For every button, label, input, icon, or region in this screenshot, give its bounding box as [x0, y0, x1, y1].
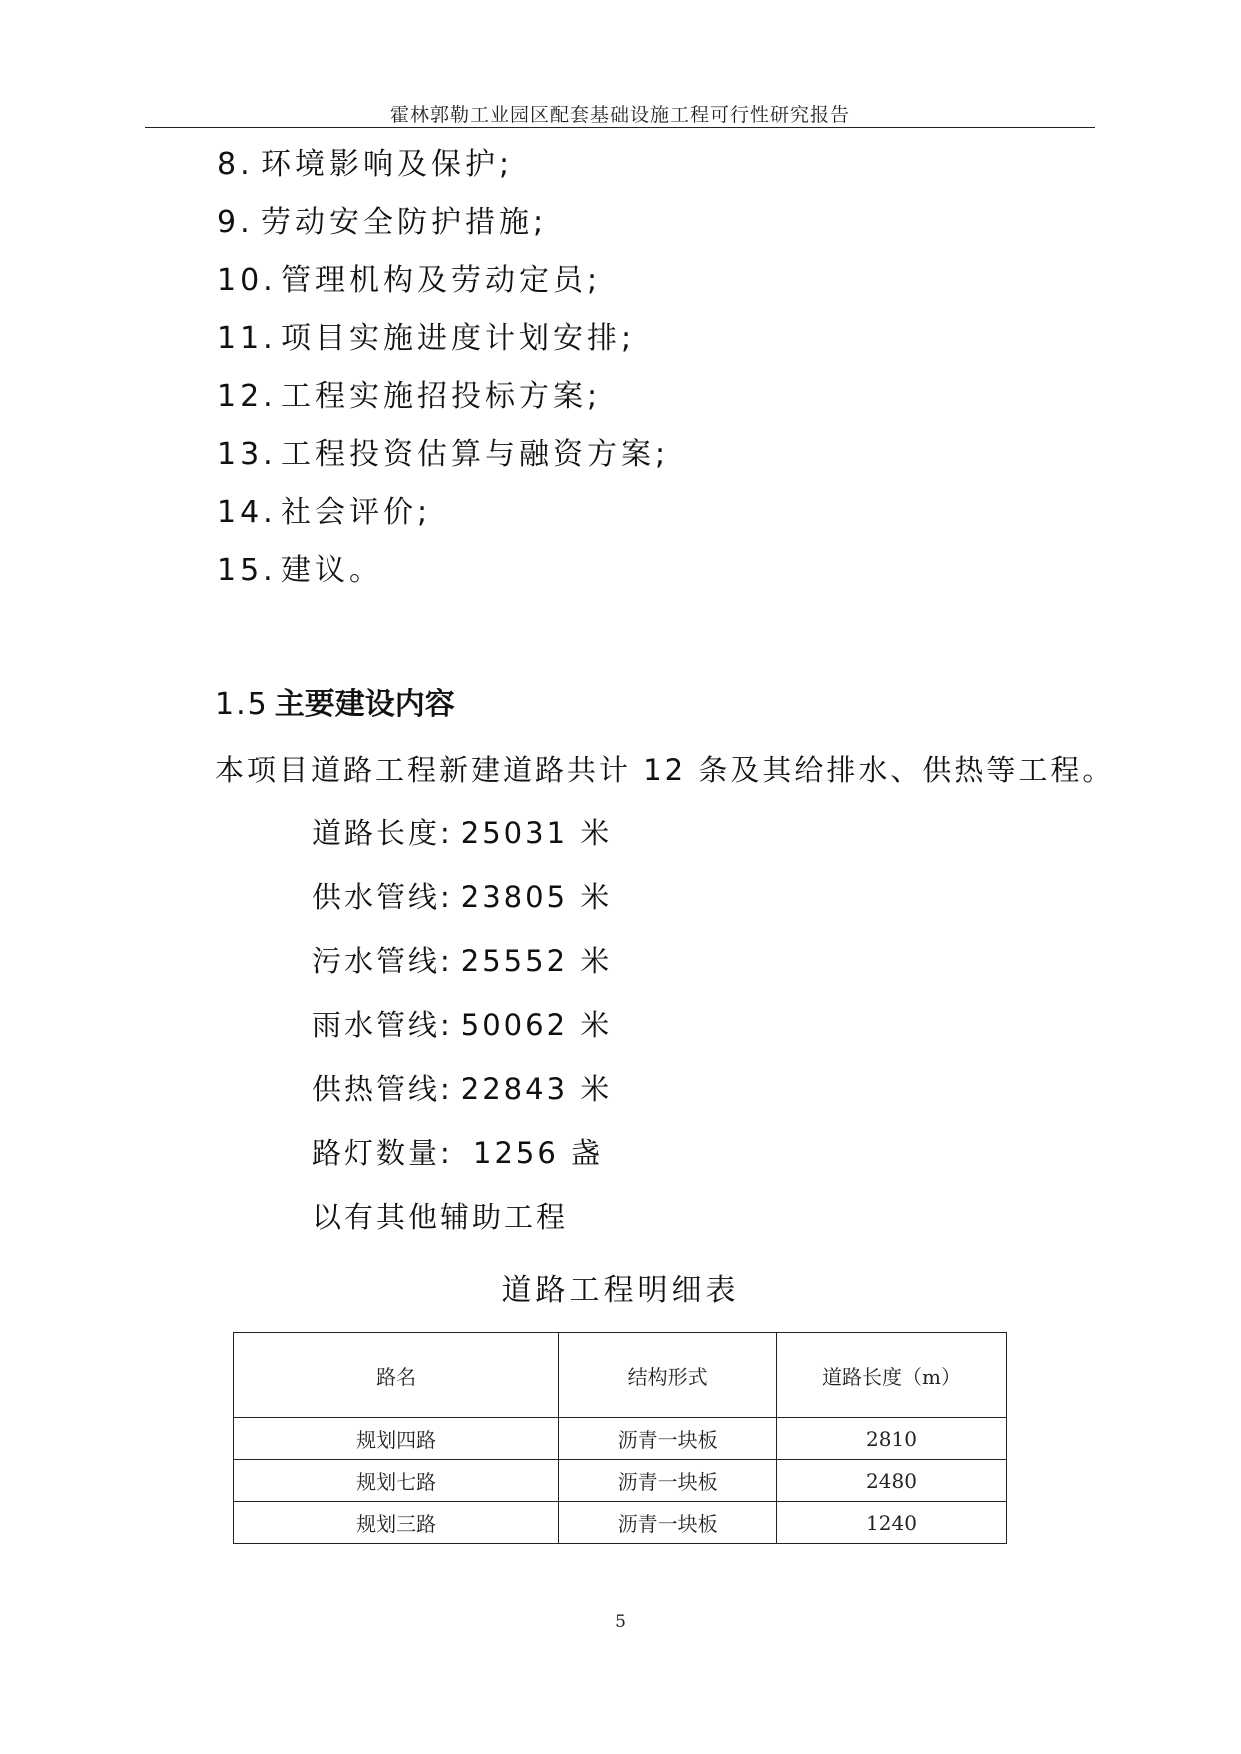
column-header-length: 道路长度（m） — [776, 1333, 1006, 1418]
table-title: 道路工程明细表 — [501, 1273, 740, 1308]
structure-cell: 沥青一块板 — [559, 1502, 777, 1544]
stat-line — [312, 941, 612, 981]
table-row — [234, 1418, 1007, 1460]
table-row — [234, 1502, 1007, 1544]
section-heading — [215, 685, 455, 725]
stat-value: 22843 米 — [460, 1072, 613, 1106]
list-item — [217, 319, 635, 359]
stat-label: 供水管线: — [312, 880, 453, 914]
list-item-text: 劳动安全防护措施; — [261, 205, 548, 240]
list-item — [217, 377, 601, 417]
header-divider — [145, 127, 1095, 128]
stat-line — [312, 813, 612, 853]
section-number: 1.5 — [215, 687, 269, 722]
list-item-text: 环境影响及保护; — [261, 147, 514, 182]
length-cell: 2480 — [776, 1460, 1006, 1502]
list-item — [217, 261, 601, 301]
list-item — [217, 435, 669, 475]
stat-line — [312, 1069, 612, 1109]
stat-label: 供热管线: — [312, 1072, 453, 1106]
list-item — [217, 493, 431, 533]
page-number: 5 — [615, 1612, 626, 1632]
length-cell: 2810 — [776, 1418, 1006, 1460]
road-details-table — [233, 1332, 1007, 1544]
road-name-cell: 规划四路 — [234, 1418, 559, 1460]
list-item-text: 工程实施招投标方案; — [281, 379, 602, 414]
list-item — [217, 551, 383, 591]
intro-paragraph: 本项目道路工程新建道路共计 12 条及其给排水、供热等工程。 — [215, 753, 1115, 787]
section-title: 主要建设内容 — [274, 687, 455, 722]
stat-value: 25031 米 — [460, 816, 613, 850]
stat-label: 路灯数量: — [312, 1136, 453, 1170]
list-item-number: 9. — [217, 205, 254, 240]
column-header-road-name: 路名 — [234, 1333, 559, 1418]
stat-line — [312, 1133, 603, 1173]
stat-label: 雨水管线: — [312, 1008, 453, 1042]
stat-value: 1256 盏 — [460, 1136, 604, 1170]
list-item — [217, 609, 281, 649]
list-item-number: 13. — [217, 437, 277, 472]
stats-footer: 以有其他辅助工程 — [312, 1200, 569, 1234]
road-name-cell: 规划三路 — [234, 1502, 559, 1544]
list-item-number: 14. — [217, 495, 277, 530]
stat-label: 污水管线: — [312, 944, 453, 978]
list-item-number: 11. — [217, 321, 277, 356]
list-item-number: 15. — [217, 553, 277, 588]
stat-label: 道路长度: — [312, 816, 453, 850]
stat-value: 50062 米 — [460, 1008, 613, 1042]
list-item-number: 10. — [217, 263, 277, 298]
structure-cell: 沥青一块板 — [559, 1460, 777, 1502]
list-item — [217, 203, 547, 243]
list-item — [217, 145, 513, 185]
road-name-cell: 规划七路 — [234, 1460, 559, 1502]
list-item-text: 建议。 — [281, 553, 383, 588]
stat-line — [312, 1005, 612, 1045]
structure-cell: 沥青一块板 — [559, 1418, 777, 1460]
stat-value: 23805 米 — [460, 880, 613, 914]
table-row — [234, 1460, 1007, 1502]
list-item-number: 12. — [217, 379, 277, 414]
table-header-row — [234, 1333, 1007, 1418]
list-item-text: 项目实施进度计划安排; — [281, 321, 636, 356]
stat-value: 25552 米 — [460, 944, 613, 978]
length-cell: 1240 — [776, 1502, 1006, 1544]
running-header: 霍林郭勒工业园区配套基础设施工程可行性研究报告 — [389, 104, 850, 126]
list-item-text: 工程投资估算与融资方案; — [281, 437, 670, 472]
list-item-number: 8. — [217, 147, 254, 182]
list-item-text: 管理机构及劳动定员; — [281, 263, 602, 298]
list-item-text: 社会评价; — [281, 495, 432, 530]
column-header-structure: 结构形式 — [559, 1333, 777, 1418]
stat-line — [312, 877, 612, 917]
